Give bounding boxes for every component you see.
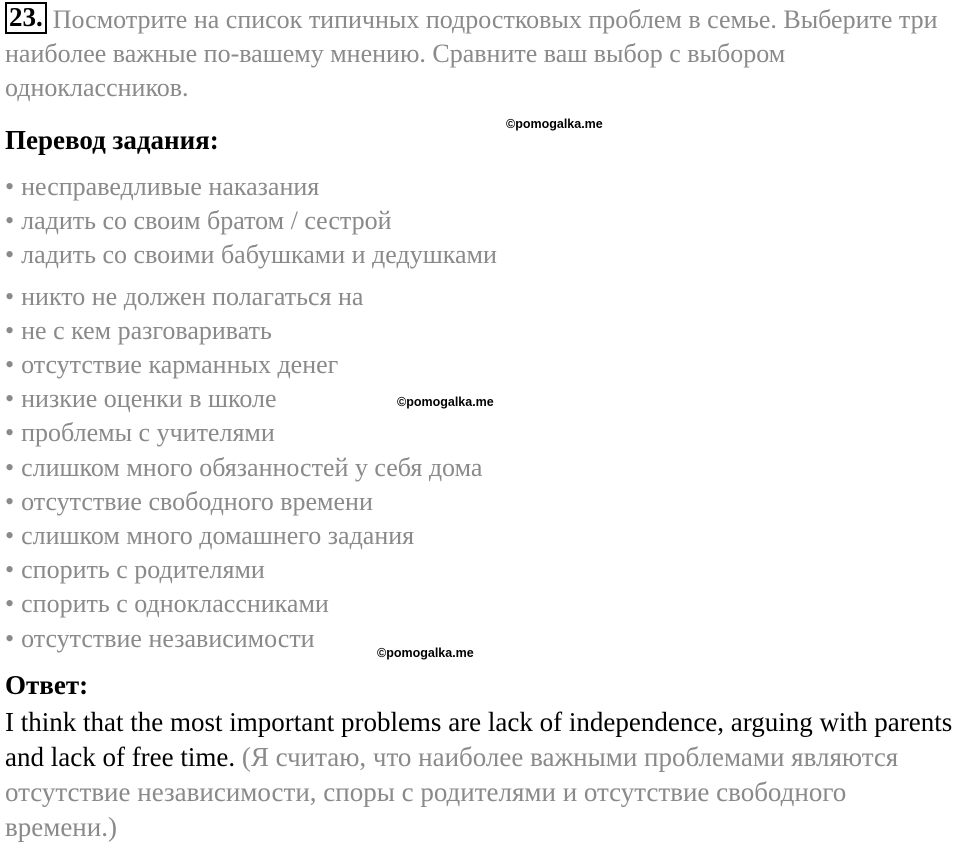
list-item: • низкие оценки в школе <box>5 382 957 416</box>
problem-list-2 <box>5 280 957 656</box>
task-statement <box>5 2 957 105</box>
problem-list-1 <box>5 170 957 273</box>
list-item: • не с кем разговаривать <box>5 314 957 348</box>
watermark: ©pomogalka.me <box>377 646 474 660</box>
list-item: • спорить с родителями <box>5 553 957 587</box>
list-item: • слишком много обязанностей у себя дома <box>5 451 957 485</box>
task-number: 23. <box>5 2 47 34</box>
answer-heading: Ответ: <box>5 669 89 700</box>
watermark: ©pomogalka.me <box>397 395 494 409</box>
translation-heading: Перевод задания: <box>5 125 219 155</box>
list-item: • отсутствие свободного времени <box>5 485 957 519</box>
list-item: • ладить со своим братом / сестрой <box>5 204 957 238</box>
list-item: • несправедливые наказания <box>5 170 957 204</box>
watermark: ©pomogalka.me <box>506 117 603 131</box>
list-item: • проблемы с учителями <box>5 416 957 450</box>
list-item: • никто не должен полагаться на <box>5 280 957 314</box>
list-item: • отсутствие независимости <box>5 622 957 656</box>
page <box>5 2 957 845</box>
list-item: • слишком много домашнего задания <box>5 519 957 553</box>
task-text: Посмотрите на список типичных подростковых проблем в семье. Выберите три наиболее важные по-вашему мнению. Сравните ваш выбор с выбором одноклассников. <box>5 5 938 102</box>
answer-english: I think that the most important problems are lack of independence, arguing with parents and lack of free time. <box>5 706 953 772</box>
list-item: • отсутствие карманных денег <box>5 348 957 382</box>
answer-russian: (Я считаю, что наиболее важными проблемами являются отсутствие независимости, споры с родителями и отсутствие свободного времени.) <box>5 741 899 842</box>
list-item: • ладить со своими бабушками и дедушками <box>5 238 957 272</box>
answer-text <box>5 705 957 845</box>
list-item: • спорить с одноклассниками <box>5 587 957 621</box>
